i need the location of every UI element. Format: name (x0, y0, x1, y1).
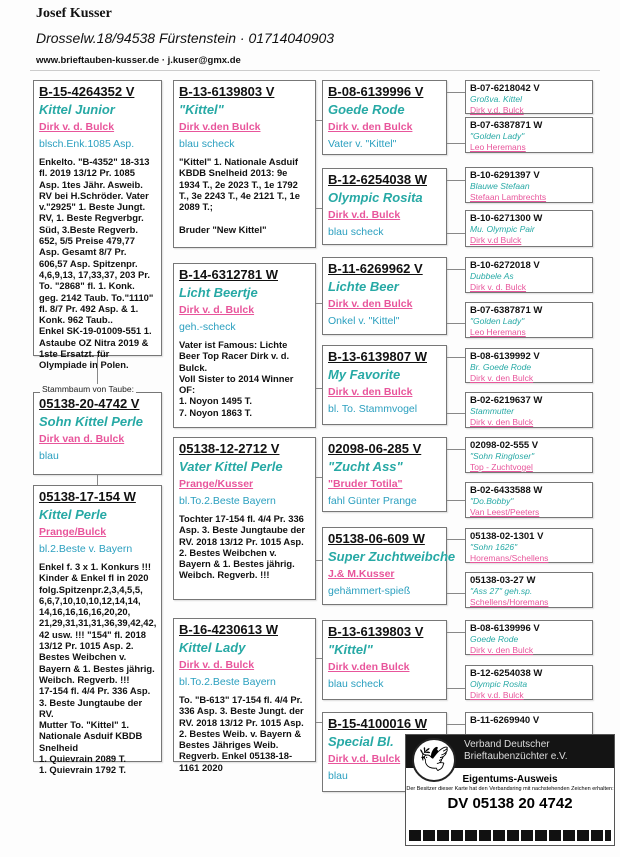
ring-number: B-15-4264352 V (39, 84, 135, 99)
breeder-name: Prange/Bulck (39, 526, 107, 538)
breeder-name: Dirk van d. Bulck (39, 433, 125, 445)
ring-number: 05138-06-609 W (328, 531, 425, 546)
breeder-name: Horemans/Schellens (470, 553, 549, 563)
pigeon-color: Onkel v. "Kittel" (328, 315, 400, 327)
ring-number: B-10-6291397 V (470, 170, 540, 181)
pigeon-card[interactable] (465, 302, 593, 338)
ring-number: B-02-6219637 W (470, 395, 543, 406)
pigeon-color: blau scheck (328, 226, 384, 238)
pigeon-name: Br. Goede Rode (470, 362, 532, 372)
pigeon-color: bl. To. Stammvogel (328, 403, 418, 415)
pigeon-name: Lichte Beer (328, 279, 399, 294)
pigeon-color: Vater v. "Kittel" (328, 138, 397, 150)
breeder-name: Dirk v. den Bulck (470, 373, 534, 383)
connector-line (316, 120, 322, 121)
breeder-name: Dirk v. den Bulck (328, 298, 413, 310)
breeder-name: Josef Kusser (36, 6, 112, 21)
breeder-website-email: www.brieftauben-kusser.de · j.kuser@gmx.de (36, 55, 241, 66)
pigeon-card[interactable] (465, 482, 593, 518)
connector-line (447, 269, 465, 270)
pigeon-card[interactable] (33, 80, 162, 371)
pigeon-card[interactable] (465, 257, 593, 293)
pigeon-card[interactable] (322, 437, 447, 512)
pigeon-color: fahl Günter Prange (328, 495, 417, 507)
pigeon-name: Kittel Perle (39, 507, 107, 522)
connector-line (447, 632, 465, 633)
pedigree-legend: Stammbaum von Taube: (42, 384, 134, 394)
pigeon-card[interactable] (465, 392, 593, 428)
ownership-card-title: Eigentums-Ausweis (462, 774, 558, 785)
connector-line (447, 688, 465, 689)
ring-number: 05138-03-27 W (470, 575, 536, 586)
ring-number: B-10-6271300 W (470, 213, 543, 224)
ring-number: B-07-6218042 V (470, 83, 540, 94)
connector-line (447, 449, 465, 450)
breeder-name: Dirk v. d. Bulck (470, 282, 527, 292)
connector-line (447, 180, 465, 181)
breeder-name: Dirk v.d Bulck (470, 235, 522, 245)
pigeon-name: "Sohn 1626" (470, 542, 518, 552)
pigeon-card[interactable] (465, 620, 593, 655)
org-line-2: Brieftaubenzüchter e.V. (464, 751, 568, 762)
pigeon-name: "Kittel" (328, 642, 373, 657)
pigeon-card[interactable] (465, 80, 593, 114)
pigeon-name: Goede Rode (328, 102, 405, 117)
pigeon-card[interactable] (465, 210, 593, 247)
pigeon-name: Mu. Olympic Pair (470, 224, 535, 234)
pigeon-name: "Sohn Ringloser" (470, 451, 535, 461)
connector-line (316, 560, 322, 561)
breeder-name: Prange/Kusser (179, 478, 254, 490)
pigeon-name: "Kittel" (179, 102, 224, 117)
connector-line (316, 722, 322, 723)
pigeon-color: blau (328, 770, 348, 782)
ring-number: 02098-06-285 V (328, 441, 422, 456)
connector-line (316, 208, 322, 209)
connector-line (447, 539, 465, 540)
pigeon-name: Vater Kittel Perle (179, 459, 283, 474)
pigeon-card[interactable] (465, 117, 593, 153)
ring-number: B-07-6387871 W (470, 120, 543, 131)
connector-line (447, 500, 465, 501)
pigeon-card[interactable] (173, 437, 316, 600)
ring-number: B-08-6139996 V (328, 84, 424, 99)
ring-number: B-07-6387871 W (470, 305, 543, 316)
pigeon-name: Goede Rode (470, 634, 519, 644)
pigeon-name: "Ass 27" geh.sp. (470, 586, 533, 596)
ring-number: 05138-20-4742 V (39, 396, 140, 411)
breeder-name: "Bruder Totila" (328, 478, 403, 490)
ring-number: B-11-6269940 V (470, 715, 540, 726)
pigeon-notes: Enkelto. "B-4352" 18-313 fl. 2019 13/12 Pr. 1085 Asp. 1tes Jähr. Asweib. RV bei H.Schröder. Vater v."2925" 1. Beste Jungt. RV, 1. Beste Regverbgr. Süd, 3.Beste Regverb. 652, 5/5 Preise 479,77 Asp. Gesamt 8/7 Pr. 606,57 Asp. Spitzenpr. 4,6,9,13, 17,33,37, 203 Pr. To. "2868" fl. 1. Konk. geg. 2142 Taub. To."1110" fl. 8/7 Pr. 492 Asp. & 1. Konk. 962 Taub.. Enkel SK-19-01009-551 1. Astaube OZ Nitra 2019 & 1ste Ersatzt. für Olympiade in Polen. (39, 156, 154, 371)
ownership-ring-number: DV 05138 20 4742 (447, 795, 573, 812)
pigeon-name: My Favorite (328, 367, 401, 382)
ownership-card-subtitle: Der Besitzer dieser Karte hat den Verbandsring mit nachstehenden Zeichen erhalten: (406, 786, 614, 792)
pigeon-notes: Tochter 17-154 fl. 4/4 Pr. 336 Asp. 3. Beste Jungtaube der RV. 2018 13/12 Pr. 1015 Asp. 2. Bestes Weibchen v. Bayern & 1. Bestes jährig. Weibch. Regverb. !!! (179, 513, 306, 581)
pigeon-card[interactable] (322, 345, 447, 425)
pigeon-name: "Do.Bobby" (470, 496, 514, 506)
pigeon-color: gehämmert-spieß (328, 585, 411, 597)
pigeon-name: Special Bl. (328, 734, 394, 749)
pigeon-name: Großva. Kittel (470, 94, 522, 104)
pigeon-name: "Zucht Ass" (328, 459, 403, 474)
pigeon-notes: "Kittel" 1. Nationale Asduif KBDB Snelheid 2013: 9e 1934 T., 2e 2023 T., 1e 1792 T., 3e 2243 T., 4e 2121 T., 1e 2089 T.; Bruder "New Kittel" (179, 156, 300, 235)
pigeon-card[interactable] (173, 618, 316, 773)
pigeon-card[interactable] (465, 167, 593, 203)
connector-line (447, 413, 465, 414)
pigeon-card[interactable] (322, 168, 447, 245)
pigeon-card[interactable] (33, 485, 162, 776)
breeder-name: Stefaan Lambrechts (470, 192, 547, 202)
ring-number: B-13-6139803 V (179, 84, 275, 99)
header-divider (30, 70, 600, 71)
pigeon-notes: To. "B-613" 17-154 fl. 4/4 Pr. 336 Asp. 3. Beste Jungt. der RV. 2018 13/12 Pr. 1015 Asp. 2. Bestes Weib. v. Bayern & Bestes Jähriges Weib. Regverb. Enkel 05138-18-1161 2020 (179, 694, 304, 773)
breeder-name: Dirk v. den Bulck (470, 417, 534, 427)
pigeon-name: Sohn Kittel Perle (39, 414, 144, 429)
pigeon-name: Stammutter (470, 406, 514, 416)
pigeon-name: "Golden Lady" (470, 131, 525, 141)
pigeon-card[interactable] (465, 665, 593, 700)
breeder-name: Van Leest/Peeters (470, 507, 540, 517)
pigeon-logo-icon: 🕊 (412, 738, 456, 782)
ring-number: B-16-4230613 W (179, 622, 278, 637)
pigeon-name: Kittel Junior (39, 102, 115, 117)
ring-number: B-08-6139992 V (470, 351, 540, 362)
ring-number: 05138-02-1301 V (470, 531, 544, 542)
breeder-name: Leo Heremans (470, 327, 526, 337)
pigeon-name: "Golden Lady" (470, 316, 525, 326)
ring-number: B-08-6139996 V (470, 623, 540, 634)
pigeon-name: Olympic Rosita (470, 679, 528, 689)
pigeon-notes: Enkel f. 3 x 1. Konkurs !!! Kinder & Enkel fl in 2020 folg.Spitzenpr.2,3,4,5,5, 6,6,7,10,10,10,12,14,14, 14,16,16,16,16,20,20, 21,29,31,31,31,36,39,42,42, 42 usw. !!! "154" fl. 2018 13/12 Pr. 1015 Asp. 2. Bestes Weibchen v. Bayern & 1. Bestes jährig. Weibch. Regverb. !!! 17-154 fl. 4/4 Pr. 336 Asp. 3. Beste Jungtaube der RV. Mutter To. "Kittel" 1. Nationale Asduif KBDB Snelheid 1. Quievrain 2089 T. 1. Quievrain 1792 T. (39, 561, 157, 776)
pigeon-name: Licht Beertje (179, 285, 258, 300)
pigeon-card[interactable] (322, 80, 447, 155)
breeder-name: Dirk v. den Bulck (328, 121, 413, 133)
pigeon-card[interactable] (465, 572, 593, 608)
connector-line (316, 658, 322, 659)
pigeon-color: blsch.Enk.1085 Asp. (39, 138, 135, 150)
connector-line (447, 357, 465, 358)
breeder-name: J.& M.Kusser (328, 568, 395, 580)
pigeon-name: Blauwe Stefaan (470, 181, 530, 191)
breeder-address: Drosselw.18/94538 Fürstenstein · 01714040903 (36, 30, 335, 46)
connector-line (316, 477, 322, 478)
ring-number: B-13-6139803 V (328, 624, 424, 639)
ring-number: 02098-02-555 V (470, 440, 539, 451)
org-line-1: Verband Deutscher (464, 739, 550, 750)
connector-line (447, 724, 465, 725)
ring-number: B-11-6269962 V (328, 261, 423, 276)
breeder-name: Dirk v. den Bulck (470, 645, 534, 655)
connector-line (447, 323, 465, 324)
ring-number: B-13-6139807 W (328, 349, 427, 364)
pigeon-card[interactable] (465, 437, 593, 473)
ring-number: B-12-6254038 W (328, 172, 427, 187)
breeder-name: Dirk v.den Bulck (179, 121, 261, 133)
ring-number: B-14-6312781 W (179, 267, 278, 282)
pigeon-color: bl.2.Beste v. Bayern (39, 543, 133, 555)
pigeon-color: bl.To.2.Beste Bayern (179, 495, 276, 507)
pigeon-color: bl.To.2.Beste Bayern (179, 676, 276, 688)
breeder-name: Dirk v.d. Bulck (328, 753, 401, 765)
pigeon-color: geh.-scheck (179, 321, 236, 333)
pigeon-name: Kittel Lady (179, 640, 246, 655)
pigeon-color: blau scheck (328, 678, 384, 690)
pigeon-card[interactable] (465, 348, 593, 383)
connector-line (97, 475, 98, 485)
connector-line (447, 593, 465, 594)
ring-number: 05138-17-154 W (39, 489, 136, 504)
breeder-name: Dirk v.d. Bulck (470, 690, 524, 700)
connector-line (316, 388, 322, 389)
ring-number: B-15-4100016 W (328, 716, 427, 731)
ring-number: B-02-6433588 W (470, 485, 543, 496)
ownership-card-pattern (409, 830, 611, 841)
pigeon-name: Super Zuchtweibche (328, 549, 456, 564)
breeder-name: Schellens/Horemans (470, 597, 549, 607)
connector-line (447, 92, 465, 93)
breeder-name: Dirk v. d. Bulck (39, 121, 115, 133)
ring-number: B-12-6254038 W (470, 668, 543, 679)
pigeon-name: Dubbele As (470, 271, 514, 281)
pigeon-name: Olympic Rosita (328, 190, 423, 205)
pigeon-card[interactable] (173, 263, 316, 428)
breeder-name: Dirk v. d. Bulck (179, 659, 255, 671)
breeder-name: Dirk v.d. Bulck (328, 209, 401, 221)
ring-number: 05138-12-2712 V (179, 441, 280, 456)
pigeon-card[interactable] (173, 80, 316, 248)
pigeon-card[interactable] (322, 620, 447, 700)
pigeon-color: blau scheck (179, 138, 235, 150)
pigeon-color: blau (39, 450, 59, 462)
connector-line (447, 233, 465, 234)
pigeon-card[interactable] (322, 527, 456, 605)
pigeon-notes: Vater ist Famous: Lichte Beer Top Racer Dirk v. d. Bulck. Voll Sister to 2014 Winner OF: 1. Noyon 1495 T. 7. Noyon 1863 T. (179, 339, 294, 418)
breeder-name: Dirk v.d. Bulck (470, 105, 524, 115)
breeder-name: Dirk v.den Bulck (328, 661, 410, 673)
ownership-card (405, 734, 615, 846)
pigeon-card[interactable] (322, 257, 447, 335)
breeder-name: Dirk v. den Bulck (328, 386, 413, 398)
pigeon-card[interactable] (465, 528, 593, 563)
ring-number: B-10-6272018 V (470, 260, 540, 271)
pigeon-card[interactable] (33, 392, 162, 475)
connector-line (447, 143, 465, 144)
connector-line (316, 303, 322, 304)
breeder-name: Dirk v. d. Bulck (179, 304, 255, 316)
breeder-name: Top - Zuchtvogel (470, 462, 533, 472)
breeder-name: Leo Heremans (470, 142, 526, 152)
